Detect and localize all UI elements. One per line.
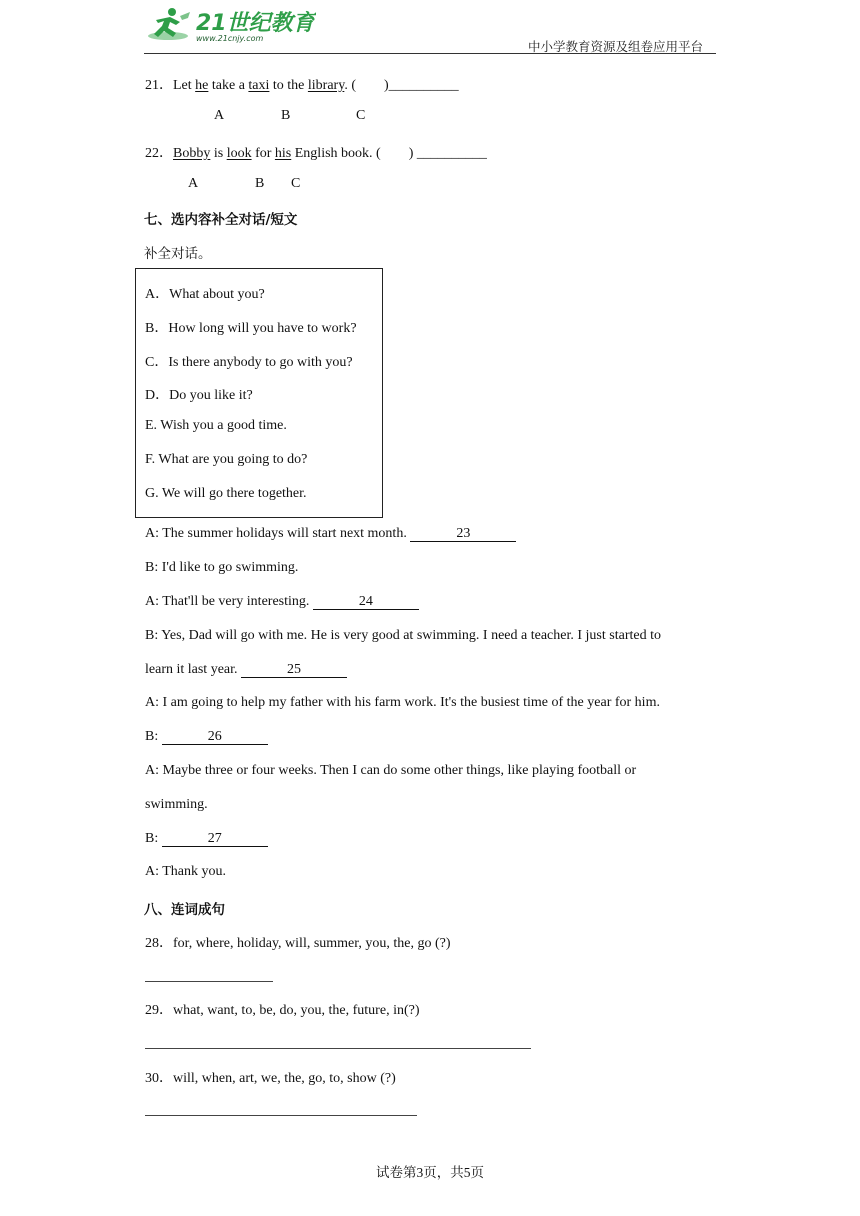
choice-c: C．Is there anybody to go with you?: [145, 355, 353, 370]
choice-f: F. What are you going to do?: [145, 452, 308, 467]
question-21: [145, 74, 459, 94]
question-number: 22．: [145, 146, 173, 161]
choice-e: E. Wish you a good time.: [145, 418, 287, 433]
question-30: 30．will, when, art, we, the, go, to, show (?): [145, 1071, 396, 1086]
choice-g: G. We will go there together.: [145, 486, 307, 501]
brand-text: 中小学教育资源及组卷应用平台: [528, 39, 704, 54]
dialogue-line: learn it last year. 25: [145, 662, 347, 678]
dialogue-line: B: 27: [145, 831, 268, 847]
choice-a: A．What about you?: [145, 287, 265, 302]
underlined-word: Bobby: [173, 146, 211, 161]
answer-blank-25[interactable]: 25: [241, 662, 347, 678]
choice-b: B．How long will you have to work?: [145, 321, 357, 336]
question-text: [173, 78, 459, 93]
question-28: 28．for, where, holiday, will, summer, you, the, go (?): [145, 936, 451, 951]
dialogue-line: A: Thank you.: [145, 864, 227, 879]
section-8-title: 八、连词成句: [144, 902, 225, 918]
question-text: [173, 146, 487, 161]
logo-text: 21世纪教育: [196, 11, 315, 36]
underlined-word: he: [195, 78, 209, 93]
section-7-title: 七、选内容补全对话/短文: [144, 212, 298, 228]
answer-line-29[interactable]: [145, 1048, 531, 1049]
underlined-word: taxi: [248, 78, 270, 93]
question-text-segment: English book. ( ) __________: [291, 146, 487, 161]
logo-url: www.21cnjy.com: [196, 34, 264, 43]
dialogue-line: A: I am going to help my father with his farm work. It's the busiest time of the year for him.: [145, 695, 660, 710]
dialogue-line: B: I'd like to go swimming.: [145, 560, 299, 575]
section-7-instruction: 补全对话。: [144, 246, 212, 262]
dialogue-line: B: 26: [145, 729, 268, 745]
dialogue-line: A: The summer holidays will start next month. 23: [145, 526, 516, 542]
question-text-segment: Let: [173, 78, 196, 93]
question-text-segment: is: [210, 146, 227, 161]
question-number: 21．: [145, 78, 173, 93]
option-b: B: [281, 108, 291, 123]
header-divider: [144, 53, 716, 54]
question-22: [145, 142, 487, 162]
logo: [146, 6, 316, 44]
choice-d: D．Do you like it?: [145, 388, 253, 403]
option-a: A: [214, 108, 225, 123]
question-29: 29．what, want, to, be, do, you, the, future, in(?): [145, 1003, 420, 1018]
option-a: A: [188, 176, 199, 191]
page-footer: 试卷第3页，共5页: [376, 1165, 484, 1180]
underlined-word: look: [226, 146, 252, 161]
answer-line-28[interactable]: [145, 981, 273, 982]
answer-blank-27[interactable]: 27: [162, 831, 268, 847]
option-c: C: [356, 108, 366, 123]
question-text-segment: for: [251, 146, 275, 161]
dialogue-line: B: Yes, Dad will go with me. He is very good at swimming. I need a teacher. I just started to: [145, 628, 661, 643]
runner-logo-icon: [146, 6, 316, 44]
option-b: B: [255, 176, 265, 191]
dialogue-line: A: That'll be very interesting. 24: [145, 594, 419, 610]
option-c: C: [291, 176, 301, 191]
dialogue-line: swimming.: [145, 797, 208, 812]
dialogue-line: A: Maybe three or four weeks. Then I can do some other things, like playing football or: [145, 763, 637, 778]
underlined-word: his: [274, 146, 292, 161]
answer-line-30[interactable]: [145, 1115, 417, 1116]
underlined-word: library: [307, 78, 345, 93]
answer-blank-24[interactable]: 24: [313, 594, 419, 610]
question-text-segment: to the: [269, 78, 308, 93]
answer-blank-26[interactable]: 26: [162, 729, 268, 745]
question-text-segment: take a: [208, 78, 249, 93]
question-text-segment: . ( )__________: [344, 78, 459, 93]
answer-blank-23[interactable]: 23: [410, 526, 516, 542]
